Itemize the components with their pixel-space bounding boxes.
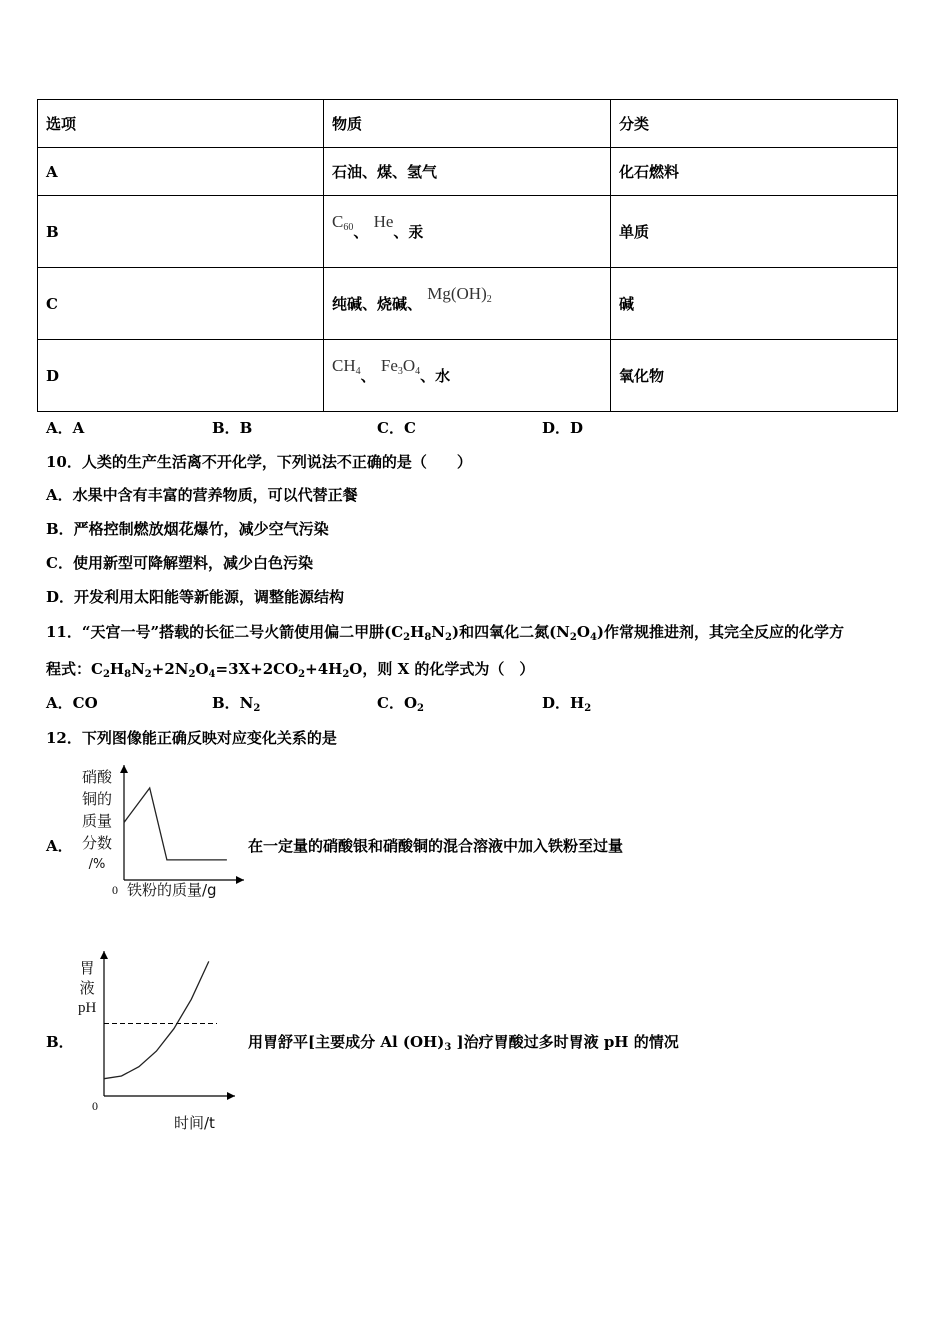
table-row bbox=[38, 196, 898, 268]
text: +2N bbox=[151, 660, 189, 678]
formula-c60 bbox=[332, 212, 353, 231]
chart-b bbox=[85, 945, 245, 1117]
subscript: 2 bbox=[102, 669, 110, 680]
chart-b-ylabel-line: pH bbox=[78, 1000, 97, 1016]
chart-a-y-arrow bbox=[120, 765, 128, 773]
q9-option-c: C．C bbox=[377, 419, 416, 437]
text: 程式：C bbox=[46, 660, 103, 678]
formula-subscript: 3 bbox=[397, 365, 403, 377]
text: D．H bbox=[542, 694, 585, 712]
text: O bbox=[195, 660, 209, 678]
formula-subscript: 4 bbox=[355, 365, 361, 377]
q10-stem: 10．人类的生产生活离不开化学，下列说法不正确的是（ ） bbox=[46, 453, 472, 471]
table-cell-category: 化石燃料 bbox=[611, 148, 898, 196]
chart-a-x-arrow bbox=[236, 876, 244, 884]
q12-option-a-description: 在一定量的硝酸银和硝酸铜的混合溶液中加入铁粉至过量 bbox=[248, 837, 624, 855]
table-cell-substance bbox=[324, 340, 611, 412]
table-cell-category: 氧化物 bbox=[611, 340, 898, 412]
table-cell-substance: 石油、煤、氢气 bbox=[324, 148, 611, 196]
formula-mgoh2 bbox=[427, 284, 492, 303]
q10-option-d: D．开发利用太阳能等新能源，调整能源结构 bbox=[46, 588, 345, 606]
subscript: 2 bbox=[342, 669, 350, 680]
subscript: 2 bbox=[188, 669, 196, 680]
substance-text: 、汞 bbox=[393, 222, 424, 241]
subscript: 8 bbox=[424, 632, 432, 643]
table-cell-option: A bbox=[38, 148, 324, 196]
chart-a-xlabel: 铁粉的质量/g bbox=[127, 881, 217, 899]
table-cell-substance bbox=[324, 196, 611, 268]
formula-symbol: O bbox=[402, 355, 416, 375]
subscript: 2 bbox=[144, 669, 152, 680]
q9-option-d: D．D bbox=[542, 419, 584, 437]
q9-option-a: A．A bbox=[46, 419, 85, 437]
chart-a-ylabel-line: 铜的 bbox=[82, 790, 113, 808]
q11-option-a: A．CO bbox=[46, 694, 98, 712]
chart-b-xlabel: 时间/t bbox=[174, 1114, 215, 1132]
text: H bbox=[410, 623, 425, 641]
q10-option-a: A．水果中含有丰富的营养物质，可以代替正餐 bbox=[46, 486, 358, 504]
q12-option-a-label: A． bbox=[46, 837, 73, 855]
table-row bbox=[38, 268, 898, 340]
chart-a-series-line bbox=[124, 788, 227, 860]
q11-stem-line2 bbox=[46, 658, 534, 680]
table-cell-option: C bbox=[38, 268, 324, 340]
formula-subscript: 60 bbox=[343, 221, 354, 233]
substance-text: 纯碱、烧碱、 bbox=[332, 294, 423, 313]
subscript: 3 bbox=[444, 1042, 452, 1053]
table-header-cell: 选项 bbox=[38, 100, 324, 148]
text: O bbox=[576, 623, 590, 641]
q11-option-d bbox=[542, 692, 591, 714]
chart-b-origin-label: 0 bbox=[92, 1099, 98, 1113]
formula-fe3o4 bbox=[381, 356, 420, 375]
q11-stem-line1 bbox=[46, 621, 844, 643]
text: B．N bbox=[212, 694, 254, 712]
subscript: 4 bbox=[589, 632, 597, 643]
q10-option-c: C．使用新型可降解塑料，减少白色污染 bbox=[46, 554, 313, 572]
formula-symbol: Mg(OH) bbox=[427, 283, 487, 303]
chart-a-ylabel-line: 质量 bbox=[82, 812, 113, 830]
chart-b-ylabel-line: 胃 bbox=[79, 959, 95, 977]
q11-option-c bbox=[377, 692, 424, 714]
text: 用胃舒平[主要成分 Al (OH) bbox=[248, 1033, 445, 1051]
formula-subscript: 2 bbox=[486, 293, 492, 305]
subscript: 4 bbox=[208, 669, 216, 680]
q9-option-b: B．B bbox=[212, 419, 253, 437]
q12-stem: 12．下列图像能正确反映对应变化关系的是 bbox=[46, 729, 337, 747]
subscript: 2 bbox=[298, 669, 306, 680]
subscript: 2 bbox=[584, 703, 592, 714]
chart-a-ylabel-line: /% bbox=[88, 857, 106, 872]
table-cell-category: 碱 bbox=[611, 268, 898, 340]
text: O，则 X 的化学式为（ ） bbox=[349, 660, 535, 678]
chart-a-ylabel-line: 分数 bbox=[82, 834, 113, 852]
chart-a-origin-label: 0 bbox=[112, 883, 118, 897]
q11-option-b bbox=[212, 692, 260, 714]
classification-table bbox=[37, 99, 898, 412]
text: C．O bbox=[377, 694, 418, 712]
table-cell-substance bbox=[324, 268, 611, 340]
formula-ch4 bbox=[332, 356, 361, 375]
chart-a-ylabel bbox=[82, 766, 112, 876]
subscript: 2 bbox=[569, 632, 577, 643]
text: 11．“天宫一号”搭载的长征二号火箭使用偏二甲肼(C bbox=[46, 623, 404, 641]
subscript: 2 bbox=[417, 703, 424, 714]
subscript: 2 bbox=[253, 703, 261, 714]
table-row bbox=[38, 340, 898, 412]
table-cell-option: B bbox=[38, 196, 324, 268]
text: )作常规推进剂，其完全反应的化学方 bbox=[596, 623, 845, 641]
formula-symbol: Fe bbox=[380, 355, 398, 375]
q12-option-b-description bbox=[248, 1031, 679, 1053]
table-header-cell: 物质 bbox=[324, 100, 611, 148]
formula-subscript: 4 bbox=[415, 365, 421, 377]
formula-symbol: C bbox=[332, 211, 344, 231]
subscript: 2 bbox=[445, 632, 452, 643]
formula-symbol: CH bbox=[332, 355, 356, 375]
text: +4H bbox=[305, 660, 343, 678]
subscript: 2 bbox=[403, 632, 411, 643]
chart-b-series-line bbox=[104, 961, 209, 1078]
substance-text: 、水 bbox=[420, 366, 451, 385]
table-row bbox=[38, 148, 898, 196]
table-header-row bbox=[38, 100, 898, 148]
chart-b-x-arrow bbox=[227, 1092, 235, 1100]
text: )和四氧化二氮(N bbox=[451, 623, 570, 641]
text: H bbox=[109, 660, 125, 678]
q12-option-b-label: B． bbox=[46, 1033, 74, 1051]
text: N bbox=[131, 660, 145, 678]
q10-option-b: B．严格控制燃放烟花爆竹，减少空气污染 bbox=[46, 520, 329, 538]
table-header-cell: 分类 bbox=[611, 100, 898, 148]
text: =3X+2CO bbox=[215, 660, 299, 678]
table-cell-category: 单质 bbox=[611, 196, 898, 268]
text: ]治疗胃酸过多时胃液 pH 的情况 bbox=[451, 1033, 679, 1051]
chart-b-y-arrow bbox=[100, 951, 108, 959]
table-cell-option: D bbox=[38, 340, 324, 412]
chart-a-ylabel-line: 硝酸 bbox=[82, 768, 113, 786]
text: N bbox=[431, 623, 446, 641]
subscript: 8 bbox=[124, 669, 132, 680]
separator: 、 bbox=[360, 366, 376, 385]
chart-b-ylabel-line: 液 bbox=[79, 979, 95, 997]
formula-he: He bbox=[373, 211, 394, 231]
separator: 、 bbox=[353, 222, 369, 241]
